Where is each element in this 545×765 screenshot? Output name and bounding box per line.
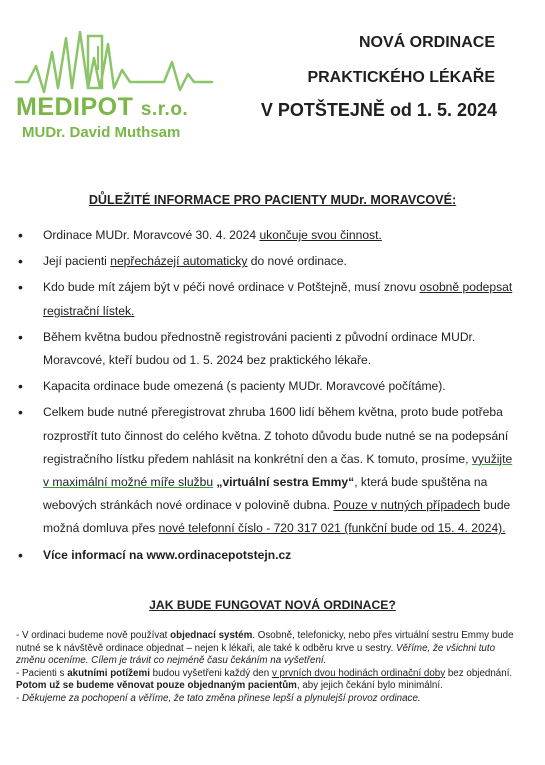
ekg-skyline-graphic xyxy=(14,30,214,100)
how-it-works-heading: JAK BUDE FUNGOVAT NOVÁ ORDINACE? xyxy=(149,598,396,612)
notes-section xyxy=(16,630,521,706)
note-paragraph: - Pacienti s akutními potížemi budou vyšetřeni každý den v prvních dvou hodinách ordinační doby bez objednání. Potom už se budeme věnovat pouze objednaným pacientům, aby jejich čekání bylo minimální. xyxy=(16,667,513,692)
underlined-text: ukončuje svou činnost. xyxy=(259,228,382,242)
info-bullet-list xyxy=(16,224,516,570)
website-link[interactable]: www.ordinacepotstejn.cz xyxy=(146,547,292,562)
important-info-heading: DŮLEŽITÉ INFORMACE PRO PACIENTY MUDr. MORAVCOVÉ: xyxy=(88,193,457,207)
doctor-name: MUDr. David Muthsam xyxy=(22,124,181,141)
title-line-1: NOVÁ ORDINACE xyxy=(358,34,495,51)
brand-suffix: s.r.o. xyxy=(140,99,189,120)
underlined-text: osobně podepsat registrační lístek. xyxy=(43,280,513,318)
list-item: • Více informací na www.ordinacepotstejn.cz xyxy=(16,544,516,567)
underlined-text: využijte v maximální možné míře službu xyxy=(43,451,513,490)
list-item: • Kapacita ordinace bude omezená (s pacienty MUDr. Moravcové počítáme). xyxy=(16,375,516,398)
brand-wordmark: MEDIPOT xyxy=(16,93,134,121)
underlined-text: nové telefonní číslo - 720 317 021 (funkční bude od 15. 4. 2024). xyxy=(158,521,506,536)
note-paragraph: - V ordinaci budeme nově používat objednací systém. Osobně, telefonicky, nebo přes virtuální sestru Emmy bude nutné se k návštěvě ordinace objednat – nejen k lékaři, ale také k odběru krve u sestry. Věříme, že všichni tuto změnu oceníme. Cílem je trávit co nejméně času čekáním na vyšetření. xyxy=(16,630,514,667)
list-item: • Celkem bude nutné přeregistrovat zhruba 1600 lidí během května, proto bude potřeba rozprostřít tuto činnost do celého května. Z tohoto důvodu bude nutné se na podepsání registračního lístku předem nahlásit na konkrétní den a čas. K tomuto, prosíme, využijte v maximální možné míře službu „virtuální sestra Emmy“, která bude spuštěna na webových stránkách nové ordinace v polovině dubna. Pouze v nutných případech bude možná domluva přes nové telefonní číslo - 720 317 021 (funkční bude od 15. 4. 2024). xyxy=(16,401,516,540)
list-item: • Kdo bude mít zájem být v péči nové ordinace v Potštejně, musí znovu osobně podepsat registrační lístek. xyxy=(16,276,516,322)
title-line-3: V POTŠTEJNĚ od 1. 5. 2024 xyxy=(260,100,497,120)
underlined-text: nepřecházejí automaticky xyxy=(110,254,248,269)
list-item: • Její pacienti nepřecházejí automaticky do nové ordinace. xyxy=(16,250,516,273)
page-title xyxy=(261,34,497,121)
list-item: • Během května budou přednostně registrováni pacienti z původní ordinace MUDr. Moravcové, kteří budou od 1. 5. 2024 bez praktického lékaře. xyxy=(16,326,516,372)
title-line-2: PRAKTICKÉHO LÉKAŘE xyxy=(307,69,495,86)
note-paragraph: - Děkujeme za pochopení a věříme, že tato změna přinese lepší a plynulejší provoz ordinace. xyxy=(16,692,421,704)
list-item: • Ordinace MUDr. Moravcové 30. 4. 2024 ukončuje svou činnost. xyxy=(16,224,516,247)
brand-name xyxy=(16,93,188,122)
bold-text: „virtuální sestra Emmy“ xyxy=(213,475,355,490)
underlined-text: Pouze v nutných případech xyxy=(333,498,481,513)
